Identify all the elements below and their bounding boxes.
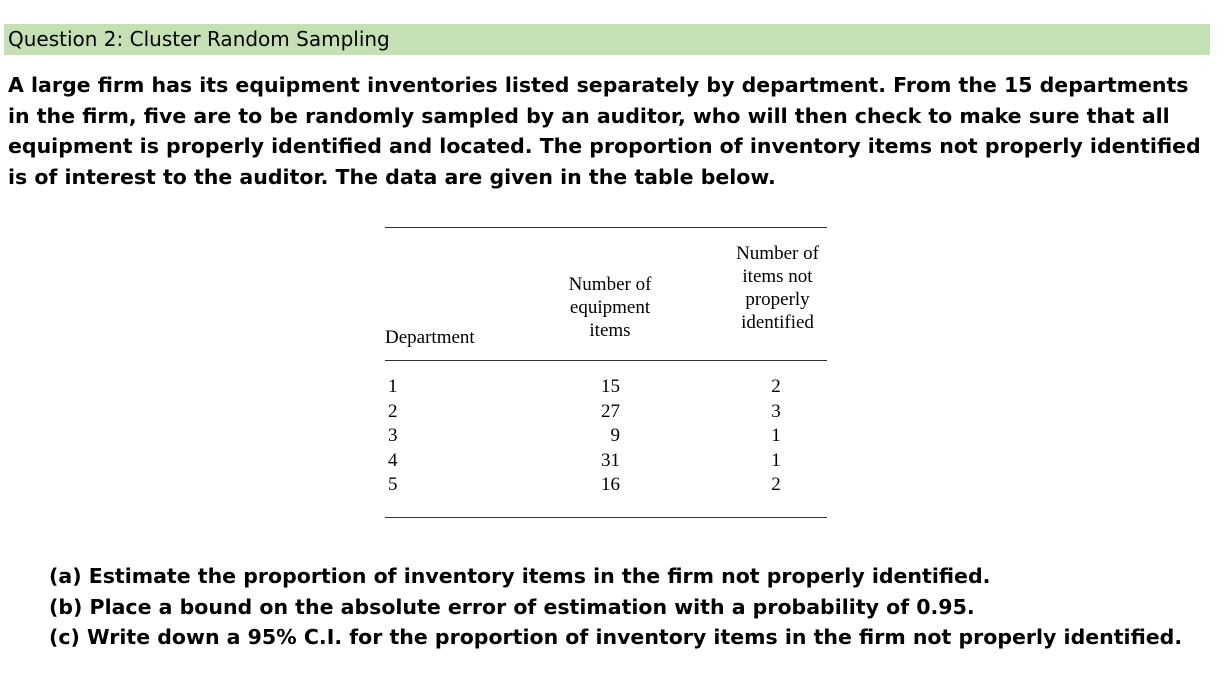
- header-text: properly: [745, 289, 810, 310]
- table-row: [385, 449, 827, 474]
- header-text: items: [589, 320, 631, 341]
- column-header-equipment-items: [550, 273, 670, 342]
- header-text: equipment: [569, 297, 651, 318]
- problem-statement-line: is of interest to the auditor. The data are given in the table below.: [8, 164, 776, 189]
- cell-department: 2: [388, 400, 398, 422]
- cell-department: 1: [388, 376, 398, 397]
- cell-equipment-items: 15: [601, 376, 620, 397]
- column-header-not-identified: [720, 242, 835, 334]
- cell-not-identified: 1: [771, 449, 781, 471]
- header-text: Department: [385, 327, 475, 348]
- problem-statement-line: in the firm, five are to be randomly sampled by an auditor, who will then check to make sure that all: [8, 103, 1170, 128]
- question-item: (a) Estimate the proportion of inventory items in the firm not properly identified.: [49, 564, 991, 588]
- cell-not-identified: 2: [771, 376, 781, 397]
- header-text: identified: [741, 312, 814, 333]
- table-row: [385, 400, 827, 425]
- problem-statement-line: equipment is properly identified and located. The proportion of inventory items not properly identified: [8, 134, 1201, 158]
- problem-statement-line: A large firm has its equipment inventories listed separately by department. From the 15 departments: [8, 73, 1189, 97]
- problem-statement: [8, 70, 1218, 192]
- cell-equipment-items: 16: [601, 474, 620, 495]
- question-list: [49, 561, 1182, 653]
- table-bottom-rule: [385, 517, 827, 518]
- cell-department: 4: [388, 449, 398, 471]
- table-top-rule: [385, 227, 827, 228]
- table-body: [385, 375, 827, 498]
- header-text: items not: [742, 266, 813, 287]
- cell-equipment-items: 31: [601, 449, 620, 471]
- cell-department: 3: [388, 425, 398, 446]
- column-header-department: [385, 326, 475, 349]
- header-text: Number of: [568, 274, 652, 295]
- question-item: (c) Write down a 95% C.I. for the proportion of inventory items in the firm not properly identified.: [49, 625, 1183, 649]
- title-banner: [4, 24, 1210, 55]
- cell-department: 5: [388, 474, 398, 495]
- table-row: [385, 473, 827, 498]
- table-header-rule: [385, 360, 827, 361]
- header-text: Number of: [736, 243, 819, 264]
- table-row: [385, 424, 827, 449]
- page-title: Question 2: Cluster Random Sampling: [8, 27, 390, 51]
- cell-equipment-items: 9: [610, 425, 620, 446]
- cell-not-identified: 2: [771, 474, 781, 495]
- question-item: (b) Place a bound on the absolute error of estimation with a probability of 0.95.: [49, 594, 975, 619]
- cell-not-identified: 3: [771, 400, 781, 422]
- cell-equipment-items: 27: [601, 400, 620, 422]
- cell-not-identified: 1: [771, 425, 781, 446]
- table-row: [385, 375, 827, 400]
